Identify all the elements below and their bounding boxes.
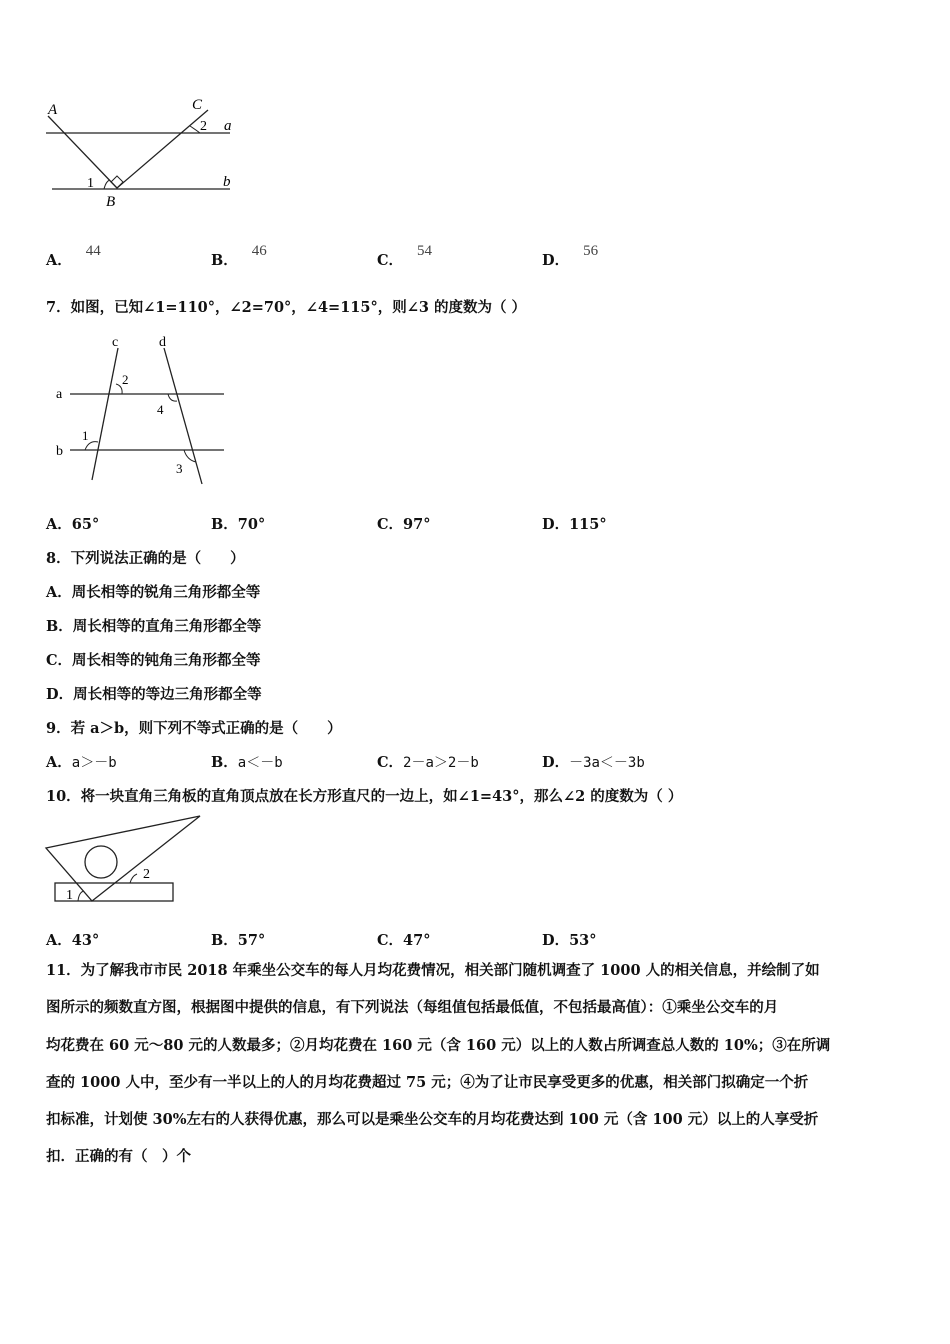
- label-angle2: 2: [200, 119, 207, 134]
- q8-option-a[interactable]: A．周长相等的锐角三角形都全等: [46, 584, 261, 601]
- q6-option-d[interactable]: D．56: [542, 243, 599, 269]
- q11-line: 扣标准，计划使 30%左右的人获得优惠，那么可以是乘坐公交车的月均花费达到 100 元（含 100 元）以上的人享受折: [46, 1111, 819, 1129]
- q6-figure: [40, 92, 240, 212]
- set-square-hole: [85, 846, 117, 878]
- q10-option-c[interactable]: C．47°: [377, 932, 431, 949]
- q7-figure: [46, 334, 236, 492]
- q7-option-c[interactable]: C．97°: [377, 516, 431, 533]
- q11-line: 均花费在 60 元～80 元的人数最多；②月均花费在 160 元（含 160 元）以上的人数占所调查总人数的 10%；③在所调: [46, 1036, 831, 1054]
- label-d: d: [159, 335, 166, 350]
- q8-option-d[interactable]: D．周长相等的等边三角形都全等: [46, 686, 262, 703]
- q9-option-c[interactable]: C．2－a＞2－b: [377, 754, 479, 771]
- label-2: 2: [143, 867, 150, 882]
- q6-option-b[interactable]: B．46: [211, 243, 267, 269]
- label-A: A: [48, 102, 58, 118]
- label-b: b: [223, 174, 231, 190]
- label-1: 1: [66, 888, 73, 903]
- line-d: [164, 348, 202, 484]
- q10-stem: 10．将一块直角三角板的直角顶点放在长方形直尺的一边上，如∠1=43°，那么∠2 的度数为（ ）: [46, 788, 683, 805]
- q9-option-b[interactable]: B．a＜－b: [211, 754, 283, 771]
- angle2-arc: [190, 126, 200, 133]
- q10-option-d[interactable]: D．53°: [542, 932, 597, 949]
- angle4-arc: [168, 394, 177, 401]
- q10-option-a[interactable]: A．43°: [46, 932, 100, 949]
- q10-option-b[interactable]: B．57°: [211, 932, 266, 949]
- segment-BC: [117, 110, 208, 188]
- q11-line: 11．为了解我市市民 2018 年乘坐公交车的每人月均花费情况，相关部门随机调查了 1000 人的相关信息，并绘制了如: [46, 962, 820, 979]
- q11-line: 查的 1000 人中，至少有一半以上的人的月均花费超过 75 元；④为了让市民享受更多的优惠，相关部门拟确定一个折: [46, 1073, 809, 1091]
- q6-option-a[interactable]: A．44: [46, 243, 101, 269]
- q10-figure: [42, 812, 207, 907]
- segment-AB: [48, 116, 117, 188]
- q9-stem: 9．若 a＞b，则下列不等式正确的是（ ）: [46, 720, 342, 737]
- right-angle-mark: [111, 176, 123, 188]
- angle2-arc: [130, 874, 137, 883]
- label-a: a: [224, 118, 232, 134]
- label-a: a: [56, 387, 63, 402]
- q8-option-c[interactable]: C．周长相等的钝角三角形都全等: [46, 652, 261, 669]
- q11-line: 图所示的频数直方图，根据图中提供的信息，有下列说法（每组值包括最低值，不包括最高值）：①乘坐公交车的月: [46, 999, 779, 1017]
- label-1: 1: [82, 428, 89, 443]
- angle1-arc: [78, 891, 84, 901]
- label-C: C: [192, 97, 203, 113]
- label-2: 2: [122, 372, 129, 387]
- q11-text: [46, 952, 908, 1176]
- q7-option-d[interactable]: D．115°: [542, 516, 607, 533]
- q7-option-a[interactable]: A．65°: [46, 516, 100, 533]
- label-4: 4: [157, 402, 164, 417]
- label-B: B: [106, 194, 116, 210]
- label-3: 3: [176, 461, 183, 476]
- q7-stem: 7．如图，已知∠1=110°，∠2=70°，∠4=115°，则∠3 的度数为（ ）: [46, 299, 527, 316]
- q8-option-b[interactable]: B．周长相等的直角三角形都全等: [46, 618, 262, 635]
- label-b: b: [56, 444, 63, 459]
- q9-option-a[interactable]: A．a＞－b: [46, 754, 117, 771]
- q6-option-c[interactable]: C．54: [377, 243, 433, 269]
- q8-stem: 8．下列说法正确的是（ ）: [46, 550, 245, 567]
- q9-option-d[interactable]: D．－3a＜－3b: [542, 754, 645, 771]
- line-c: [92, 348, 118, 480]
- q7-option-b[interactable]: B．70°: [211, 516, 266, 533]
- label-angle1: 1: [87, 176, 94, 191]
- q11-line: 扣．正确的有（ ）个: [46, 1148, 191, 1166]
- angle1-arc: [104, 180, 110, 189]
- label-c: c: [112, 335, 119, 350]
